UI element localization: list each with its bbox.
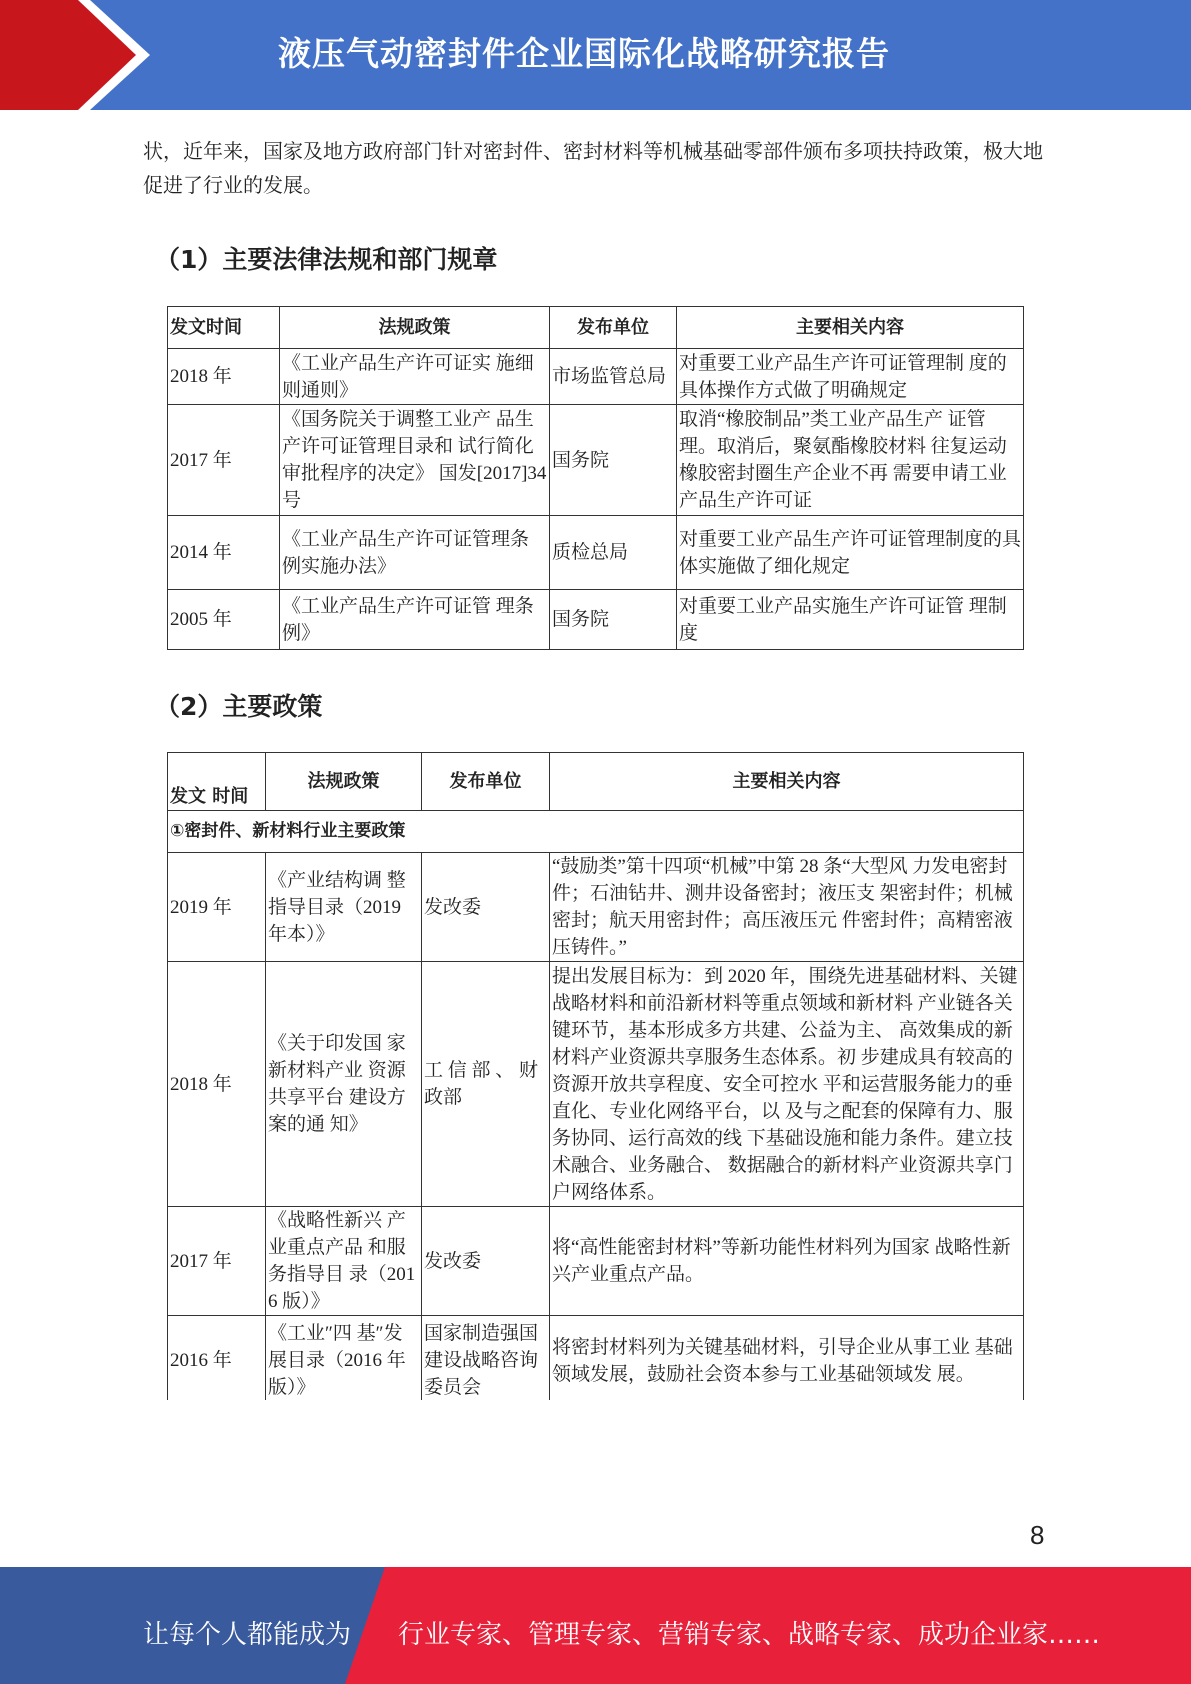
table-group-row	[168, 811, 1024, 853]
column-header: 发文 时间	[168, 753, 266, 811]
cell-issuer: 发改委	[422, 853, 550, 962]
column-header: 发布单位	[422, 753, 550, 811]
page-footer	[0, 1567, 1191, 1684]
cell-policy: 《工业″四 基″发展目录（2016 年版）》	[266, 1316, 422, 1401]
table-row	[168, 590, 1024, 650]
policies-table-container	[161, 752, 1031, 1400]
cell-policy: 《工业产品生产许可证实 施细则通则》	[280, 349, 550, 405]
table-row	[168, 962, 1024, 1207]
cell-policy: 《国务院关于调整工业产 品生产许可证管理目录和 试行简化审批程序的决定》 国发[2017]34 号	[280, 405, 550, 516]
cell-date: 2014 年	[168, 516, 280, 590]
footer-slogan-right: 行业专家、管理专家、营销专家、战略专家、成功企业家……	[398, 1620, 1101, 1650]
cell-issuer: 质检总局	[550, 516, 677, 590]
cell-date: 2017 年	[168, 1207, 266, 1316]
cell-issuer: 国务院	[550, 590, 677, 650]
column-header: 法规政策	[266, 753, 422, 811]
cell-content: “鼓励类”第十四项“机械”中第 28 条“大型风 力发电密封件；石油钻井、测井设备密封；液压支 架密封件；机械密封；航天用密封件；高压液压元 件密封件；高精密液压铸件。”	[550, 853, 1024, 962]
column-header: 发文时间	[168, 307, 280, 349]
section-title-laws: （1）主要法律法规和部门规章	[155, 245, 498, 274]
cell-issuer: 国家制造强国建设战略咨询委员会	[422, 1316, 550, 1401]
table-header-row	[168, 753, 1024, 811]
laws-table	[167, 306, 1024, 650]
section-title-policies: （2）主要政策	[155, 692, 323, 721]
column-header: 主要相关内容	[677, 307, 1024, 349]
cell-content: 将“高性能密封材料”等新功能性材料列为国家 战略性新兴产业重点产品。	[550, 1207, 1024, 1316]
report-title: 液压气动密封件企业国际化战略研究报告	[278, 34, 890, 73]
table-row	[168, 349, 1024, 405]
cell-policy: 《产业结构调 整指导目录（2019 年本）》	[266, 853, 422, 962]
cell-content: 将密封材料列为关键基础材料，引导企业从事工业 基础领域发展，鼓励社会资本参与工业基础领域发 展。	[550, 1316, 1024, 1401]
intro-paragraph: 状，近年来，国家及地方政府部门针对密封件、密封材料等机械基础零部件颁布多项扶持政策，极大地促进了行业的发展。	[143, 141, 1043, 197]
cell-issuer: 市场监管总局	[550, 349, 677, 405]
cell-date: 2016 年	[168, 1316, 266, 1401]
footer-slogan-left: 让每个人都能成为	[143, 1620, 352, 1650]
table-row	[168, 853, 1024, 962]
cell-content: 对重要工业产品实施生产许可证管 理制度	[677, 590, 1024, 650]
cell-content: 提出发展目标为：到 2020 年，围绕先进基础材料、关键战略材料和前沿新材料等重点领域和新材料 产业链各关键环节，基本形成多方共建、公益为主、 高效集成的新材料产业资源共享服务生态体系。初 步建成具有较高的资源开放共享程度、安全可控水 平和运营服务能力的垂直化、专业化网络平台，以 及与之配套的保障有力、服务协同、运行高效的线 下基础设施和能力条件。建立技术融合、业务融合、 数据融合的新材料产业资源共享门户网络体系。	[550, 962, 1024, 1207]
column-header: 发布单位	[550, 307, 677, 349]
cell-date: 2017 年	[168, 405, 280, 516]
table-row	[168, 516, 1024, 590]
cell-date: 2018 年	[168, 349, 280, 405]
table-row	[168, 405, 1024, 516]
cell-content: 对重要工业产品生产许可证管理制 度的具体操作方式做了明确规定	[677, 349, 1024, 405]
cell-date: 2019 年	[168, 853, 266, 962]
column-header: 法规政策	[280, 307, 550, 349]
cell-issuer: 发改委	[422, 1207, 550, 1316]
group-label: ①密封件、新材料行业主要政策	[168, 811, 1024, 853]
cell-content: 取消“橡胶制品”类工业产品生产 证管理。取消后，聚氨酯橡胶材料 往复运动橡胶密封圈生产企业不再 需要申请工业产品生产许可证	[677, 405, 1024, 516]
header-arrow-decoration	[0, 0, 160, 110]
cell-policy: 《关于印发国 家新材料产业 资源共享平台 建设方案的通 知》	[266, 962, 422, 1207]
cell-policy: 《工业产品生产许可证管 理条例》	[280, 590, 550, 650]
cell-date: 2005 年	[168, 590, 280, 650]
page-number: 8	[1030, 1520, 1045, 1550]
page-header	[0, 0, 1191, 110]
column-header: 主要相关内容	[550, 753, 1024, 811]
cell-policy: 《战略性新兴 产业重点产品 和服务指导目 录（2016 版）》	[266, 1207, 422, 1316]
cell-issuer: 国务院	[550, 405, 677, 516]
cell-content: 对重要工业产品生产许可证管理制度的具体实施做了细化规定	[677, 516, 1024, 590]
table-header-row	[168, 307, 1024, 349]
table-row	[168, 1316, 1024, 1401]
cell-policy: 《工业产品生产许可证管理条例实施办法》	[280, 516, 550, 590]
cell-date: 2018 年	[168, 962, 266, 1207]
table-row	[168, 1207, 1024, 1316]
cell-issuer: 工 信 部 、 财政部	[422, 962, 550, 1207]
policies-table	[167, 752, 1024, 1400]
